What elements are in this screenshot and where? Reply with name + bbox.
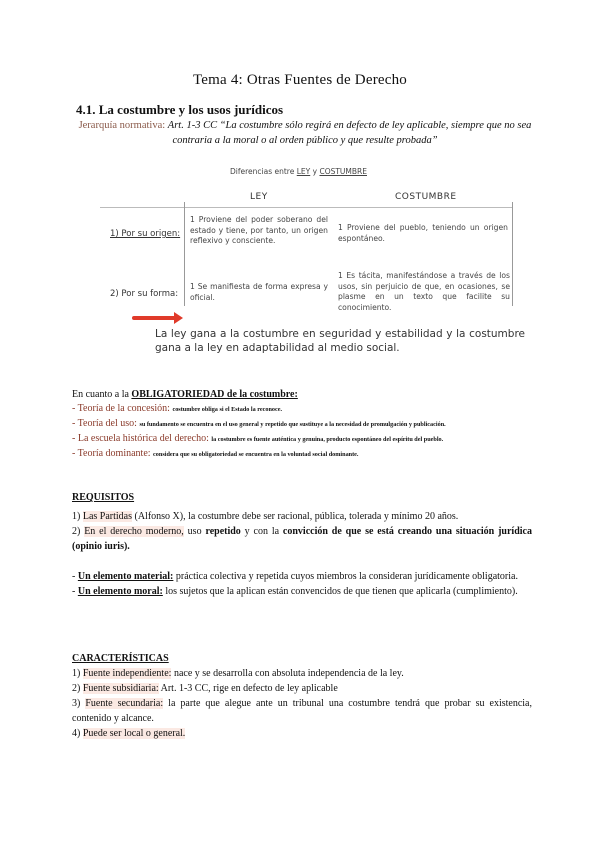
list-item — [72, 447, 532, 462]
requisito-text: y con la — [240, 526, 283, 537]
obligatoriedad-intro-text: En cuanto a la — [72, 389, 132, 400]
elemento-material-text: práctica colectiva y repetida cuyos miembros la consideran jurídicamente obligatoria. — [173, 571, 518, 582]
section-heading: 4.1. La costumbre y los usos jurídicos — [76, 102, 284, 117]
caracteristica-num: 1) — [72, 668, 83, 679]
elemento-moral-label: Un elemento moral: — [77, 586, 163, 597]
table-divider — [512, 202, 513, 306]
list-item — [72, 402, 532, 417]
table-divider — [184, 202, 185, 306]
caracteristica-num: 3) — [72, 698, 86, 709]
requisito-1 — [72, 509, 532, 524]
table-caption — [230, 167, 367, 176]
requisito-num: 2) — [72, 526, 85, 537]
elemento-moral-text: los sujetos que la aplican están convencidos de que tienen que aplicarla (cumplimiento). — [162, 586, 518, 597]
obligatoriedad-heading: OBLIGATORIEDAD de la costumbre: — [131, 389, 298, 400]
caption-costumbre: COSTUMBRE — [319, 167, 367, 176]
row-label-origen: 1) Por su origen: — [110, 229, 181, 239]
obligatoriedad-intro — [72, 388, 532, 402]
requisitos-heading: REQUISITOS — [72, 492, 135, 503]
red-arrow-icon — [132, 316, 178, 320]
teoria-label: - Teoría de la concesión: — [72, 403, 170, 414]
comparison-table — [100, 186, 520, 312]
requisito-highlight: Las Partidas — [82, 511, 132, 522]
caracteristica-highlight: Puede ser local o general. — [82, 728, 186, 739]
jerarquia-label: Jerarquía normativa: — [78, 120, 166, 131]
teoria-text: su fundamento se encuentra en el uso general y repetido que sustituye a la necesidad de promulgación y publicación. — [139, 421, 446, 428]
cell-ley-forma: 1 Se manifiesta de forma expresa y oficial. — [190, 282, 328, 302]
column-header-costumbre: COSTUMBRE — [395, 192, 457, 202]
requisito-text: (Alfonso X), la costumbre debe ser racional, pública, tolerada y mínimo 20 años. — [132, 511, 459, 522]
list-item — [72, 417, 532, 432]
cell-ley-origen: 1 Proviene del poder soberano del estado y tiene, por tanto, un origen reflexivo y consciente. — [190, 215, 328, 245]
caracteristica-item — [72, 681, 532, 696]
table-header-rule — [100, 207, 512, 208]
requisito-text: uso — [183, 526, 206, 537]
caracteristica-num: 4) — [72, 728, 83, 739]
caracteristicas-heading: CARACTERÍSTICAS — [72, 653, 169, 664]
caracteristica-highlight: Fuente subsidiaria: — [82, 683, 159, 694]
caracteristica-item — [72, 666, 532, 681]
caracteristica-text: la parte que alegue ante un tribunal una costumbre tendrá que probar su existencia, contenido y alcance. — [72, 698, 532, 724]
table-note: La ley gana a la costumbre en seguridad y estabilidad y la costumbre gana a la ley en adaptabilidad al medio social. — [155, 328, 525, 354]
teoria-text: costumbre obliga si el Estado la reconoce. — [172, 406, 283, 413]
requisitos-section — [72, 490, 532, 599]
jerarquia-quote: Art. 1-3 CC “La costumbre sólo regirá en defecto de ley aplicable, siempre que no sea contraria a la moral o al orden público y que resulte probada” — [167, 120, 532, 146]
caracteristica-highlight: Fuente secundaria: — [85, 698, 164, 709]
requisito-num: 1) — [72, 511, 83, 522]
cell-costumbre-forma: 1 Es tácita, manifestándose a través de los usos, sin perjuicio de que, en ocasiones, se plasme en un texto que facilite su conocimiento. — [338, 271, 510, 312]
red-arrow-head-icon — [174, 312, 183, 324]
caracteristica-highlight: Fuente independiente: — [82, 668, 172, 679]
list-item — [72, 432, 532, 447]
teoria-label: - Teoría dominante: — [72, 448, 151, 459]
elemento-moral: - Un elemento moral: los sujetos que la aplican están convencidos de que tienen que aplicarla (cumplimiento). — [72, 586, 518, 597]
caption-prefix: Diferencias entre — [230, 167, 297, 176]
caracteristica-item — [72, 726, 532, 741]
teoria-text: la costumbre es fuente auténtica y genuina, producto espontáneo del espíritu del pueblo. — [211, 436, 444, 443]
teoria-text: considera que su obligatoriedad se encuentra en la voluntad social dominante. — [153, 451, 359, 458]
document-title: Tema 4: Otras Fuentes de Derecho — [192, 72, 408, 88]
caracteristica-num: 2) — [72, 683, 83, 694]
requisito-bold: convicción de que se está creando una situación jurídica (opinio iuris). — [72, 526, 532, 552]
elemento-material: - Un elemento material: práctica colectiva y repetida cuyos miembros la consideran jurídicamente obligatoria. — [72, 571, 518, 582]
caracteristica-text: Art. 1-3 CC, rige en defecto de ley aplicable — [158, 683, 338, 694]
column-header-ley: LEY — [250, 192, 268, 202]
requisito-highlight: En el derecho moderno, — [84, 526, 184, 537]
teoria-label: - La escuela histórica del derecho: — [72, 433, 209, 444]
caption-y: y — [310, 167, 320, 176]
requisito-2 — [72, 524, 532, 554]
row-label-forma: 2) Por su forma: — [110, 289, 179, 299]
caracteristica-text: nace y se desarrolla con absoluta independencia de la ley. — [171, 668, 404, 679]
requisito-bold: repetido — [205, 526, 241, 537]
caption-ley: LEY — [296, 167, 311, 176]
caracteristicas-section — [72, 651, 532, 741]
jerarquia-normativa — [70, 118, 540, 148]
caracteristica-item — [72, 696, 532, 726]
teoria-label: - Teoría del uso: — [72, 418, 137, 429]
elemento-material-label: Un elemento material: — [77, 571, 174, 582]
cell-costumbre-origen: 1 Proviene del pueblo, teniendo un origen espontáneo. — [338, 223, 508, 243]
obligatoriedad-section — [72, 388, 532, 462]
